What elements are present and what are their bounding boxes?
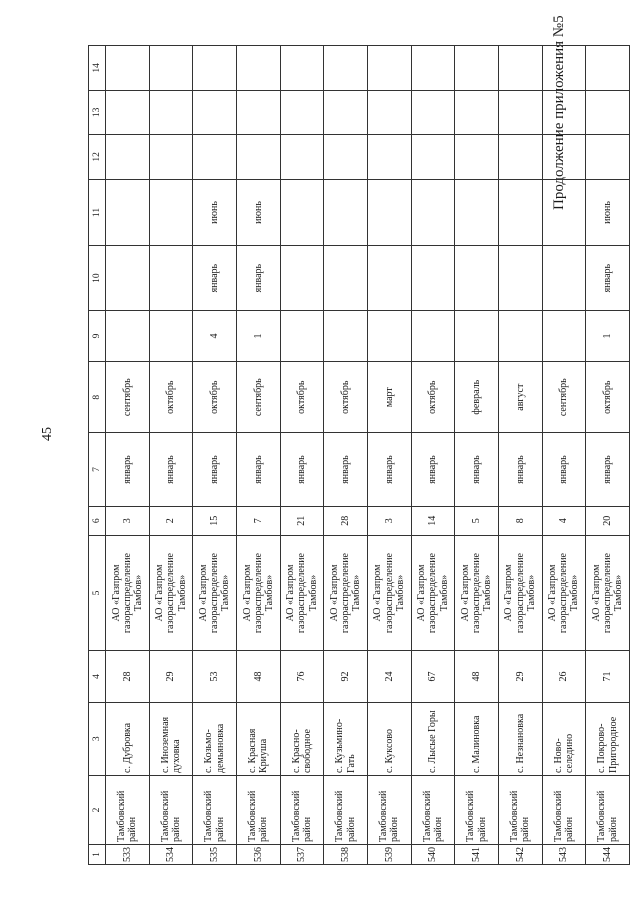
table-cell-col11	[280, 179, 324, 246]
table-cell-col4: 29	[149, 651, 193, 702]
column-header-14: 14	[89, 46, 106, 91]
column-header-7: 7	[89, 433, 106, 506]
table-cell-col9	[324, 310, 368, 361]
column-header-1: 1	[89, 844, 106, 864]
table-cell-col13	[498, 90, 542, 135]
table-cell-col6: 14	[411, 506, 455, 535]
table-cell-col11	[106, 179, 150, 246]
table-cell-col12	[324, 135, 368, 180]
table-cell-col6: 7	[236, 506, 280, 535]
table-cell-col5: АО «Газпром газораспределение Тамбов»	[498, 535, 542, 651]
table-cell-col10	[280, 246, 324, 311]
table-cell-col7: январь	[106, 433, 150, 506]
table-cell-col10	[367, 246, 411, 311]
table-cell-col5: АО «Газпром газораспределение Тамбов»	[280, 535, 324, 651]
table-cell-col1: 543	[542, 844, 586, 864]
table-cell-col11: июнь	[586, 179, 630, 246]
table-cell-col1: 534	[149, 844, 193, 864]
table-cell-col2: Тамбовский район	[455, 776, 499, 845]
table-cell-col10	[324, 246, 368, 311]
table-cell-col11	[367, 179, 411, 246]
table-cell-col3: с. Незнановка	[498, 702, 542, 775]
table-cell-col7: январь	[367, 433, 411, 506]
column-header-13: 13	[89, 90, 106, 135]
table-cell-col12	[586, 135, 630, 180]
table-cell-col10	[149, 246, 193, 311]
table-cell-col4: 24	[367, 651, 411, 702]
table-cell-col9: 1	[236, 310, 280, 361]
table-cell-col4: 28	[106, 651, 150, 702]
table-cell-col9: 4	[193, 310, 237, 361]
table-cell-col3: с. Лысые Горы	[411, 702, 455, 775]
table-cell-col14	[542, 46, 586, 91]
table-cell-col1: 541	[455, 844, 499, 864]
column-header-10: 10	[89, 246, 106, 311]
table-cell-col12	[236, 135, 280, 180]
table-cell-col14	[236, 46, 280, 91]
table-cell-col7: январь	[586, 433, 630, 506]
table-cell-col4: 71	[586, 651, 630, 702]
table-cell-col14	[324, 46, 368, 91]
table-cell-col2: Тамбовский район	[324, 776, 368, 845]
table-cell-col14	[193, 46, 237, 91]
table-cell-col4: 29	[498, 651, 542, 702]
table-cell-col14	[455, 46, 499, 91]
table-cell-col9	[542, 310, 586, 361]
table-cell-col5: АО «Газпром газораспределение Тамбов»	[236, 535, 280, 651]
table-cell-col7: январь	[542, 433, 586, 506]
table-cell-col11	[542, 179, 586, 246]
table-cell-col4: 48	[236, 651, 280, 702]
table-cell-col5: АО «Газпром газораспределение Тамбов»	[542, 535, 586, 651]
table-cell-col4: 48	[455, 651, 499, 702]
table-cell-col13	[542, 90, 586, 135]
table-cell-col14	[411, 46, 455, 91]
table-cell-col1: 535	[193, 844, 237, 864]
table-cell-col1: 540	[411, 844, 455, 864]
page-number: 45	[40, 427, 55, 441]
table-cell-col3: с. Красная Криуша	[236, 702, 280, 775]
table-cell-col3: с. Красно-свободное	[280, 702, 324, 775]
table-cell-col1: 544	[586, 844, 630, 864]
table-cell-col5: АО «Газпром газораспределение Тамбов»	[149, 535, 193, 651]
table-cell-col3: с. Козьмо-демьяновка	[193, 702, 237, 775]
table-row	[411, 46, 455, 865]
table-cell-col6: 5	[455, 506, 499, 535]
table-cell-col8: октябрь	[586, 362, 630, 433]
table-cell-col12	[280, 135, 324, 180]
table-row	[236, 46, 280, 865]
table-cell-col9	[455, 310, 499, 361]
table-cell-col10: январь	[193, 246, 237, 311]
table-row	[542, 46, 586, 865]
table-cell-col11	[149, 179, 193, 246]
table-cell-col7: январь	[498, 433, 542, 506]
table-cell-col13	[149, 90, 193, 135]
table-row	[455, 46, 499, 865]
table-cell-col5: АО «Газпром газораспределение Тамбов»	[411, 535, 455, 651]
table-cell-col2: Тамбовский район	[149, 776, 193, 845]
table-cell-col6: 3	[367, 506, 411, 535]
table-row	[280, 46, 324, 865]
table-cell-col2: Тамбовский район	[193, 776, 237, 845]
table-cell-col14	[367, 46, 411, 91]
table-cell-col4: 67	[411, 651, 455, 702]
table-cell-col5: АО «Газпром газораспределение Тамбов»	[367, 535, 411, 651]
table-row	[367, 46, 411, 865]
table-cell-col7: январь	[280, 433, 324, 506]
table-cell-col6: 20	[586, 506, 630, 535]
table-cell-col3: с. Куксово	[367, 702, 411, 775]
table-cell-col7: январь	[324, 433, 368, 506]
schedule-table	[88, 45, 630, 865]
column-header-5: 5	[89, 535, 106, 651]
table-cell-col11: июнь	[236, 179, 280, 246]
table-cell-col14	[586, 46, 630, 91]
table-cell-col1: 539	[367, 844, 411, 864]
table-cell-col1: 537	[280, 844, 324, 864]
table-cell-col12	[498, 135, 542, 180]
table-cell-col14	[149, 46, 193, 91]
column-header-3: 3	[89, 702, 106, 775]
table-cell-col10	[106, 246, 150, 311]
table-cell-col13	[324, 90, 368, 135]
table-cell-col6: 15	[193, 506, 237, 535]
table-cell-col12	[106, 135, 150, 180]
table-cell-col10	[542, 246, 586, 311]
table-cell-col6: 21	[280, 506, 324, 535]
table-cell-col3: с. Покрово-Пригородное	[586, 702, 630, 775]
table-cell-col6: 2	[149, 506, 193, 535]
table-cell-col6: 8	[498, 506, 542, 535]
table-cell-col6: 28	[324, 506, 368, 535]
table-row	[586, 46, 630, 865]
table-container	[88, 45, 630, 865]
table-cell-col8: август	[498, 362, 542, 433]
column-header-2: 2	[89, 776, 106, 845]
column-header-4: 4	[89, 651, 106, 702]
table-cell-col11	[455, 179, 499, 246]
table-cell-col8: октябрь	[193, 362, 237, 433]
table-cell-col3: с. Дубровка	[106, 702, 150, 775]
table-cell-col3: с. Иноземная духовка	[149, 702, 193, 775]
table-cell-col10	[455, 246, 499, 311]
table-cell-col1: 536	[236, 844, 280, 864]
table-cell-col6: 4	[542, 506, 586, 535]
table-cell-col7: январь	[455, 433, 499, 506]
table-cell-col13	[411, 90, 455, 135]
table-cell-col5: АО «Газпром газораспределение Тамбов»	[455, 535, 499, 651]
table-cell-col13	[455, 90, 499, 135]
table-cell-col2: Тамбовский район	[367, 776, 411, 845]
table-cell-col5: АО «Газпром газораспределение Тамбов»	[324, 535, 368, 651]
table-cell-col10: январь	[586, 246, 630, 311]
table-cell-col14	[498, 46, 542, 91]
table-cell-col12	[149, 135, 193, 180]
table-cell-col4: 92	[324, 651, 368, 702]
table-cell-col11	[498, 179, 542, 246]
column-header-12: 12	[89, 135, 106, 180]
table-cell-col9	[106, 310, 150, 361]
table-cell-col7: январь	[149, 433, 193, 506]
table-row	[106, 46, 150, 865]
table-cell-col13	[106, 90, 150, 135]
table-cell-col7: январь	[236, 433, 280, 506]
table-cell-col10	[498, 246, 542, 311]
table-cell-col1: 542	[498, 844, 542, 864]
table-cell-col13	[280, 90, 324, 135]
table-cell-col8: февраль	[455, 362, 499, 433]
table-cell-col9	[280, 310, 324, 361]
table-cell-col11: июнь	[193, 179, 237, 246]
table-cell-col2: Тамбовский район	[586, 776, 630, 845]
table-cell-col9	[367, 310, 411, 361]
table-cell-col12	[542, 135, 586, 180]
column-header-6: 6	[89, 506, 106, 535]
table-cell-col8: октябрь	[149, 362, 193, 433]
table-cell-col9: 1	[586, 310, 630, 361]
table-row	[498, 46, 542, 865]
column-header-8: 8	[89, 362, 106, 433]
table-cell-col8: октябрь	[280, 362, 324, 433]
table-cell-col6: 3	[106, 506, 150, 535]
table-cell-col12	[455, 135, 499, 180]
table-cell-col5: АО «Газпром газораспределение Тамбов»	[106, 535, 150, 651]
table-cell-col9	[498, 310, 542, 361]
table-cell-col4: 76	[280, 651, 324, 702]
table-cell-col11	[411, 179, 455, 246]
table-cell-col8: октябрь	[324, 362, 368, 433]
table-cell-col8: сентябрь	[236, 362, 280, 433]
table-cell-col11	[324, 179, 368, 246]
table-cell-col13	[367, 90, 411, 135]
table-cell-col14	[280, 46, 324, 91]
table-cell-col1: 533	[106, 844, 150, 864]
table-cell-col3: с. Ново-селедино	[542, 702, 586, 775]
table-cell-col9	[411, 310, 455, 361]
table-header	[89, 46, 106, 865]
table-cell-col7: январь	[411, 433, 455, 506]
table-cell-col4: 26	[542, 651, 586, 702]
table-cell-col3: с. Кузьмино-Гать	[324, 702, 368, 775]
table-cell-col1: 538	[324, 844, 368, 864]
column-header-11: 11	[89, 179, 106, 246]
table-cell-col2: Тамбовский район	[542, 776, 586, 845]
table-cell-col13	[586, 90, 630, 135]
table-row	[193, 46, 237, 865]
table-cell-col2: Тамбовский район	[498, 776, 542, 845]
table-cell-col2: Тамбовский район	[106, 776, 150, 845]
appendix-caption: Продолжение приложения №5	[551, 15, 567, 210]
table-body	[106, 46, 630, 865]
table-row	[324, 46, 368, 865]
table-cell-col5: АО «Газпром газораспределение Тамбов»	[586, 535, 630, 651]
table-cell-col8: март	[367, 362, 411, 433]
header-row	[89, 46, 106, 865]
table-cell-col9	[149, 310, 193, 361]
table-cell-col8: сентябрь	[542, 362, 586, 433]
table-cell-col4: 53	[193, 651, 237, 702]
table-cell-col10	[411, 246, 455, 311]
table-cell-col12	[193, 135, 237, 180]
column-header-9: 9	[89, 310, 106, 361]
table-cell-col13	[193, 90, 237, 135]
table-cell-col5: АО «Газпром газораспределение Тамбов»	[193, 535, 237, 651]
table-cell-col7: январь	[193, 433, 237, 506]
table-cell-col12	[367, 135, 411, 180]
table-cell-col2: Тамбовский район	[236, 776, 280, 845]
table-row	[149, 46, 193, 865]
table-cell-col2: Тамбовский район	[280, 776, 324, 845]
table-cell-col14	[106, 46, 150, 91]
table-cell-col10: январь	[236, 246, 280, 311]
table-cell-col12	[411, 135, 455, 180]
table-cell-col8: октябрь	[411, 362, 455, 433]
table-cell-col13	[236, 90, 280, 135]
table-cell-col3: с. Малиновка	[455, 702, 499, 775]
table-cell-col8: сентябрь	[106, 362, 150, 433]
table-cell-col2: Тамбовский район	[411, 776, 455, 845]
